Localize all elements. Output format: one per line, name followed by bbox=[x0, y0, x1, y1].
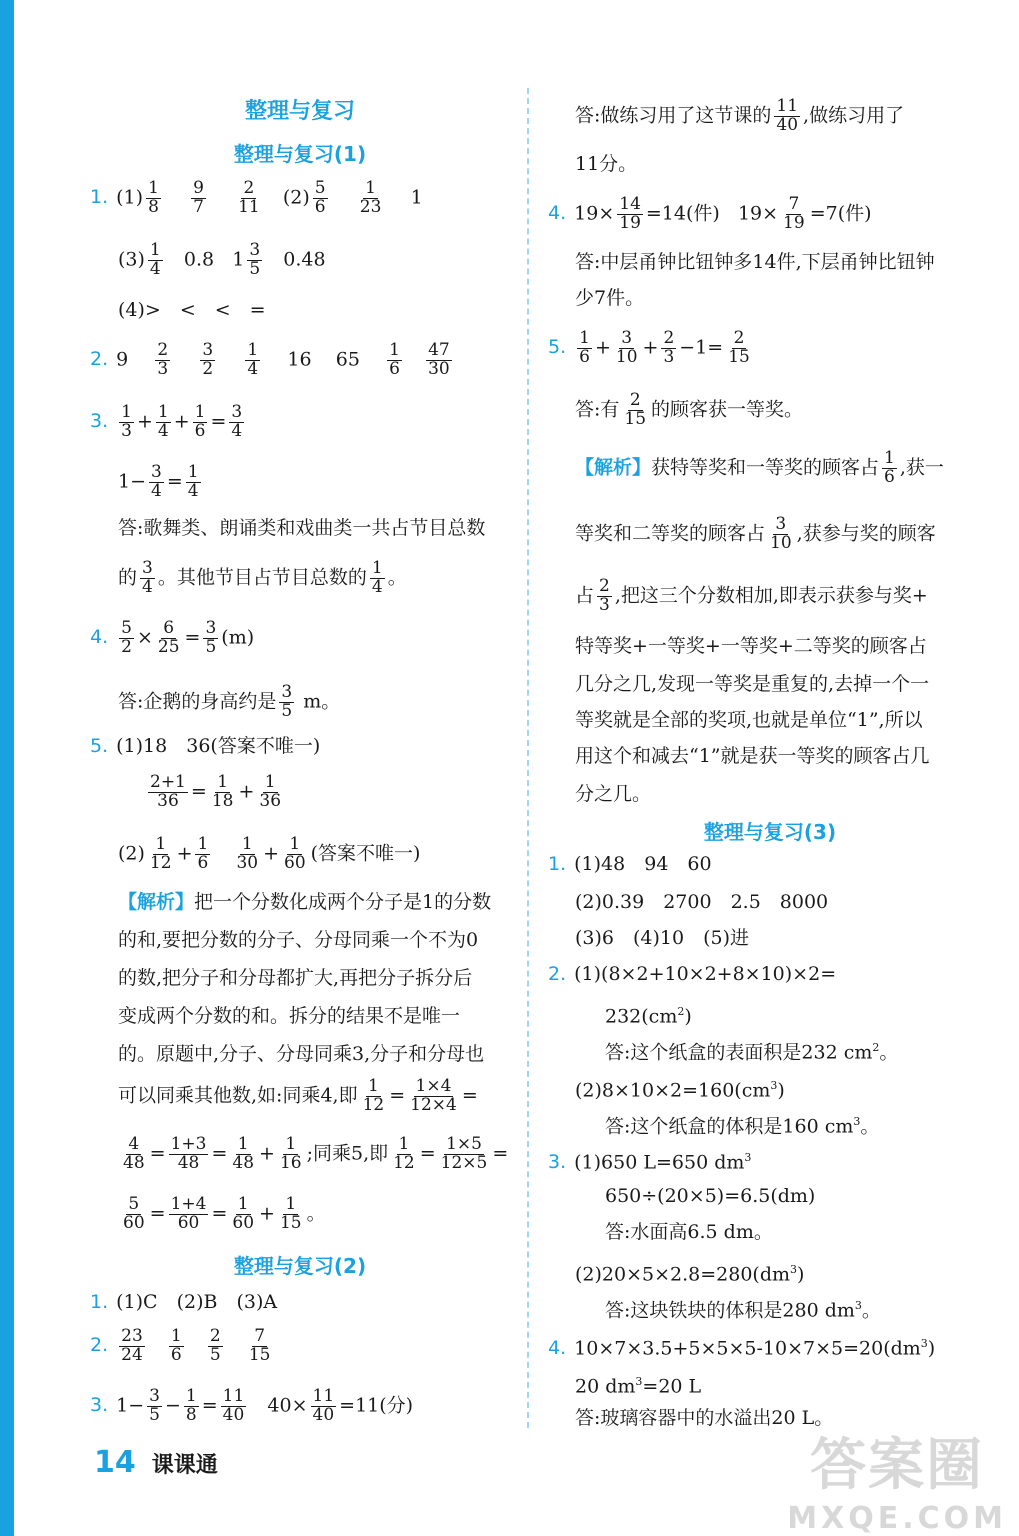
r-s2q4-eq: 4. 19× $\frac{14}{19}$ =14(件) 19× $\frac{7}{19}$ =7(件) bbox=[548, 194, 872, 233]
s3-q1c: (3)6 (4)10 (5)进 bbox=[575, 927, 750, 949]
column-divider bbox=[527, 88, 529, 1428]
s3-q2a: 2. (1)(8×2+10×2+8×10)×2= bbox=[548, 963, 837, 985]
q1-line2: (3) $\frac{1}{4}$ 0.8 1 $\frac{3}{5}$ 0.48 bbox=[118, 240, 326, 279]
q5-analysis-5: 的。原题中,分子、分母同乘3,分子和分母也 bbox=[118, 1043, 485, 1065]
q5-analysis-4: 变成两个分数的和。拆分的结果不是唯一 bbox=[118, 1005, 461, 1027]
q5-analysis-8: $\frac{5}{60}$ = $\frac{1+4}{60}$ = $\frac{1}{60}$ + $\frac{1}{15}$ 。 bbox=[123, 1194, 326, 1233]
page-number: 14 bbox=[94, 1445, 136, 1480]
s3-q2b: $232(cm^2)$ bbox=[605, 1005, 692, 1028]
s3-q2c: 答:这个纸盒的表面积是232 $cm^2$。 bbox=[605, 1041, 899, 1064]
r-s2q4-answer-1: 答:中层甬钟比钮钟多14件,下层甬钟比钮钟 bbox=[575, 251, 935, 273]
s2-q2: 2. $\frac{23}{24}$ $\frac{1}{6}$ $\frac{2}{5}$ $\frac{7}{15}$ bbox=[90, 1326, 271, 1365]
s3-q1b: (2)0.39 2700 2.5 8000 bbox=[575, 891, 829, 913]
q3-eq1: 3. $\frac{1}{3}$ + $\frac{1}{4}$ + $\frac{1}{6}$ = $\frac{3}{4}$ bbox=[90, 402, 243, 441]
s2-q3: 3. 1− $\frac{3}{5}$ − $\frac{1}{8}$ = $\frac{11}{40}$ 40× $\frac{11}{40}$ =11(分) bbox=[90, 1386, 414, 1425]
q4-answer: 答:企鹅的身高约是 $\frac{3}{5}$ m。 bbox=[118, 682, 341, 721]
r-analysis-2: 等奖和二等奖的顾客占 $\frac{3}{10}$ ,获参与奖的顾客 bbox=[575, 514, 936, 553]
r-s2q3-answer-1: 答:做练习用了这节课的 $\frac{11}{40}$ ,做练习用了 bbox=[575, 96, 905, 135]
q1-line1: 1. (1) $\frac{1}{8}$ $\frac{9}{7}$ $\frac{2}{11}$ (2) $\frac{5}{6}$ $\frac{1}{23}$ 1 bbox=[90, 178, 423, 217]
s3-q3e: 答:这块铁块的体积是280 $dm^3$。 bbox=[605, 1299, 881, 1322]
s3-q3c: 答:水面高6.5 dm。 bbox=[605, 1221, 773, 1243]
r-analysis-5: 几分之几,发现一等奖是重复的,去掉一个一 bbox=[575, 673, 930, 695]
s3-q3a: 3. (1)650 L=650 $dm^3$ bbox=[548, 1151, 752, 1174]
r-analysis-8: 分之几。 bbox=[575, 783, 652, 805]
r-s2q5-eq: 5. $\frac{1}{6}$ + $\frac{3}{10}$ + $\frac{2}{3}$ −1= $\frac{2}{15}$ bbox=[548, 328, 750, 367]
s3-q3b: 650÷(20×5)=6.5(dm) bbox=[605, 1185, 816, 1207]
brand-name: 课课通 bbox=[151, 1453, 218, 1478]
q5-analysis-2: 的和,要把分数的分子、分母同乘一个不为0 bbox=[118, 929, 479, 951]
s3-q2d: $(2)8\times 10\times 2=160(cm^3)$ bbox=[575, 1079, 785, 1102]
r-analysis-1: 【解析】获特等奖和一等奖的顾客占 $\frac{1}{6}$ ,获一 bbox=[575, 448, 944, 487]
r-analysis-6: 等奖就是全部的奖项,也就是单位“1”,所以 bbox=[575, 709, 923, 731]
q5-analysis-3: 的数,把分子和分母都扩大,再把分子拆分后 bbox=[118, 967, 473, 989]
s3-q2e: 答:这个纸盒的体积是160 $cm^3$。 bbox=[605, 1115, 880, 1138]
subsection-title-1: 整理与复习(1) bbox=[233, 142, 367, 166]
page-footer bbox=[94, 1445, 218, 1480]
q5-analysis-1: 【解析】把一个分数化成两个分子是1的分数 bbox=[118, 891, 492, 913]
section-title: 整理与复习 bbox=[244, 99, 355, 124]
s3-q4c: 答:玻璃容器中的水溢出20 L。 bbox=[575, 1407, 834, 1429]
s3-q4a: 4. $10\times 7\times 3.5+5\times 5\times 5-10\times 7\times 5=20(dm^3)$ bbox=[548, 1337, 936, 1360]
r-s2q5-answer: 答:有 $\frac{2}{15}$ 的顾客获一等奖。 bbox=[575, 390, 804, 429]
r-s2q4-answer-2: 少7件。 bbox=[575, 287, 645, 309]
q5-line3: (2) $\frac{1}{12}$ + $\frac{1}{6}$ $\frac{1}{30}$ + $\frac{1}{60}$ (答案不唯一) bbox=[118, 834, 421, 873]
q3-answer-line1: 答:歌舞类、朗诵类和戏曲类一共占节目总数 bbox=[118, 517, 486, 539]
q5-eq1: $\frac{2+1}{36}$ = $\frac{1}{18}$ + $\frac{1}{36}$ bbox=[150, 772, 282, 811]
s3-q1a: 1. (1)48 94 60 bbox=[548, 853, 712, 875]
q1-line3: (4)> < < = bbox=[118, 299, 266, 321]
q3-eq2: 1− $\frac{3}{4}$ = $\frac{1}{4}$ bbox=[118, 462, 199, 501]
subsection-title-2: 整理与复习(2) bbox=[233, 1254, 367, 1278]
q3-answer-line2: 的 $\frac{3}{4}$ 。其他节目占节目总数的 $\frac{1}{4}$ 。 bbox=[118, 558, 407, 597]
r-analysis-7: 用这个和减去“1”就是获一等奖的顾客占几 bbox=[575, 745, 930, 767]
q2-line: 2. 9 $\frac{2}{3}$ $\frac{3}{2}$ $\frac{1}{4}$ 16 65 $\frac{1}{6}$ $\frac{47}{30}$ bbox=[90, 340, 450, 379]
left-color-bar bbox=[0, 0, 14, 1536]
s3-q4b: 20 $dm^3=20$ L bbox=[575, 1375, 702, 1398]
r-analysis-4: 特等奖+一等奖+一等奖+二等奖的顾客占 bbox=[575, 635, 927, 657]
subsection-title-3: 整理与复习(3) bbox=[703, 820, 837, 844]
r-analysis-3: 占 $\frac{2}{3}$ ,把这三个分数相加,即表示获参与奖+ bbox=[575, 576, 928, 615]
s2-q1: 1. (1)C (2)B (3)A bbox=[90, 1291, 278, 1313]
q5-line1: 5. (1)18 36(答案不唯一) bbox=[90, 735, 321, 757]
q5-analysis-6: 可以同乘其他数,如:同乘4,即 $\frac{1}{12}$ = $\frac{1\times 4}{12\times 4}$ = bbox=[118, 1076, 478, 1115]
s3-q3d: $(2)20\times 5\times 2.8=280(dm^3)$ bbox=[575, 1263, 805, 1286]
q4-eq: 4. $\frac{5}{2}$ × $\frac{6}{25}$ = $\frac{3}{5}$ (m) bbox=[90, 618, 255, 657]
r-s2q3-answer-2: 11分。 bbox=[575, 153, 638, 175]
q5-analysis-7: $\frac{4}{48}$ = $\frac{1+3}{48}$ = $\frac{1}{48}$ + $\frac{1}{16}$ ;同乘5,即 $\frac{1}{12}$ = $\frac{1\times 5}{12\times 5}$ = bbox=[123, 1134, 509, 1173]
watermark: 答案圈 MXQE.COM bbox=[787, 1433, 1007, 1536]
